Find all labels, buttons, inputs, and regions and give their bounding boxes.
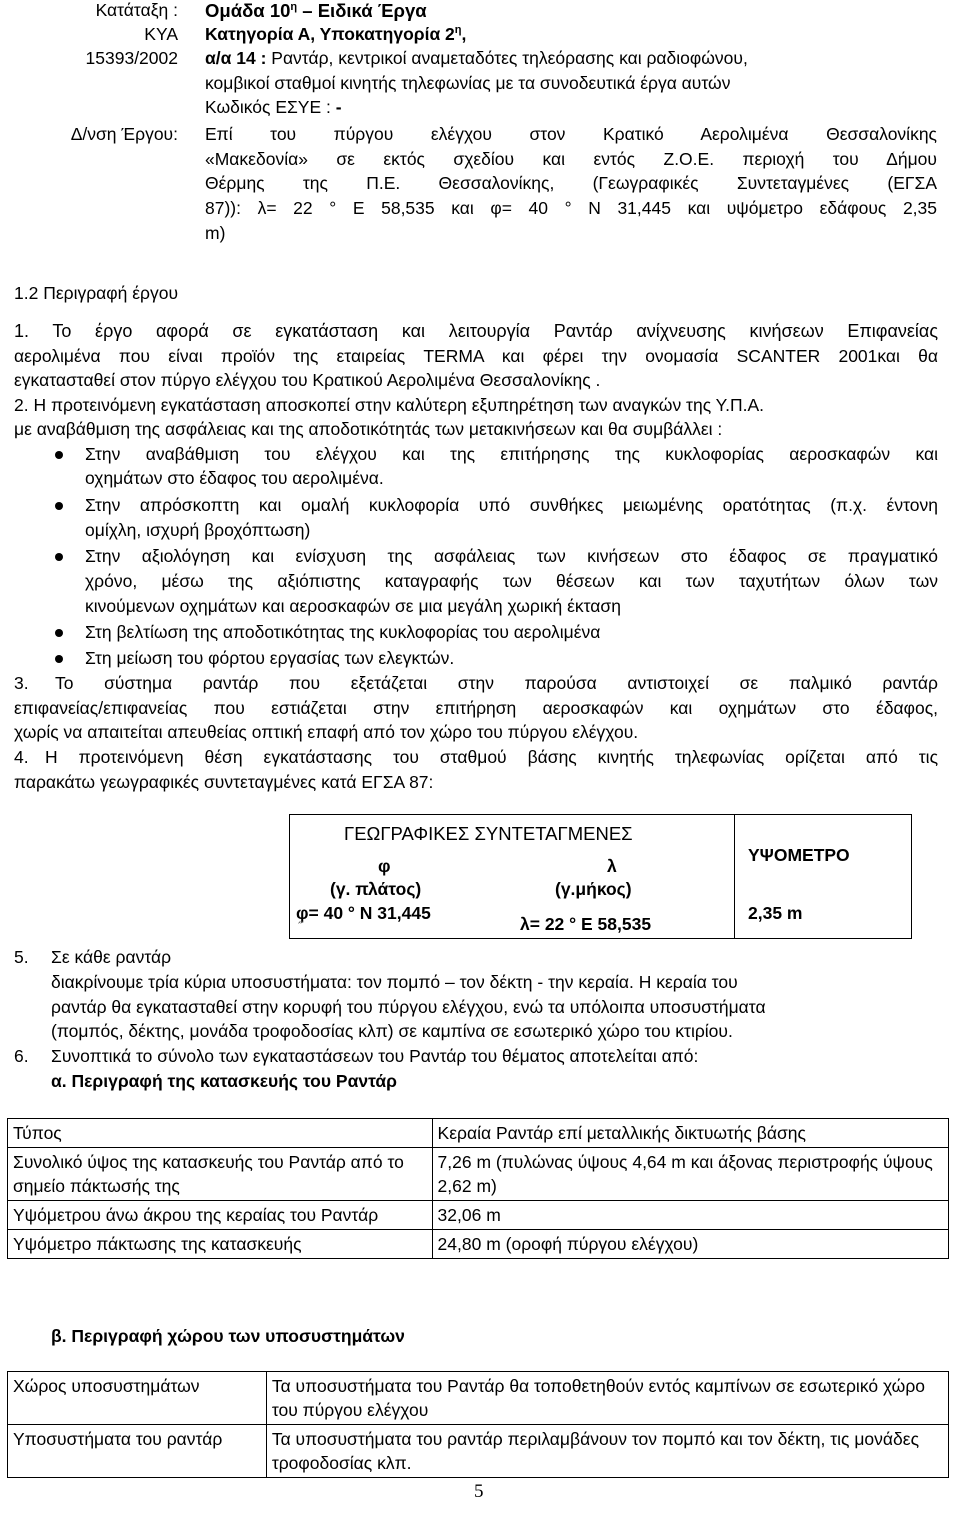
bullet-2-line-2: ομίχλη, ισχυρή βροχόπτωση) [85,520,311,540]
coords-phi-mark: ˝ [298,919,303,934]
table-cell: 7,26 m (πυλώνας ύψους 4,64 m και άξονας περιστροφής ύψους 2,62 m) [432,1148,948,1201]
bullet-5-line-1: Στη μείωση του φόρτου εργασίας των ελεγκτών. [85,648,455,668]
table-cell: Τύπος [8,1119,433,1148]
paragraph-3-line-2: επιφανείας/επιφανείας που εστιάζεται στην επιτήρηση αεροσκαφών και οχημάτων στο έδαφος, [14,698,938,718]
coords-phi-sub: (γ. πλάτος) [330,879,422,899]
paragraph-5-number: 5. [14,947,29,967]
bullet-3 [55,553,63,561]
address-line-5: m) [205,223,226,243]
paragraph-5-line-4: (πομπός, δέκτης, μονάδα τροφοδοσίας κλπ) σε καμπίνα σε εσωτερικό χώρο του κτιρίου. [51,1021,733,1041]
bullet-1-line-2: οχημάτων στο έδαφος του αερολιμένα. [85,468,384,488]
paragraph-2-line-1: 2. Η προτεινόμενη εγκατάσταση αποσκοπεί στην καλύτερη εξυπηρέτηση των αναγκών της Υ.Π.Α. [14,395,765,415]
bullet-4-line-1: Στη βελτίωση της αποδοτικότητας της κυκλοφορίας του αερολιμένα [85,622,601,642]
category-heading: Κατηγορία Α, Υποκατηγορία $2^\eta$, [205,24,467,44]
construction-table [7,1118,949,1259]
table-row [8,1148,949,1201]
paragraph-3-line-1: Το σύστημα ραντάρ που εξετάζεται στην παρούσα αντιστοιχεί σε παλμικό ραντάρ [55,673,938,693]
subsection-b-title: β. Περιγραφή χώρου των υποσυστημάτων [51,1326,405,1346]
address-line-2: «Μακεδονία» σε εκτός σχεδίου και εντός Ζ.Ο.Ε. περιοχή του Δήμου [205,149,937,169]
coords-top-border [289,814,912,815]
table-row [8,1230,949,1259]
coords-right-border [911,814,912,939]
address-line-4: 87)): λ= 22 ° Ε 58,535 και φ= 40 ° Ν 31,445 και υψόμετρο εδάφους 2,35 [205,198,937,218]
coords-lambda-value: λ= 22 ° Ε 58,535 [520,914,652,934]
table-cell: Υψόμετρου άνω άκρου της κεραίας του Ραντάρ [8,1201,433,1230]
bullet-5 [55,655,63,663]
subsection-a-title: α. Περιγραφή της κατασκευής του Ραντάρ [51,1071,397,1091]
bullet-2-line-1: Στην απρόσκοπτη και ομαλή κυκλοφορία υπό συνθήκες μειωμένης ορατότητας (π.χ. έντονη [85,495,938,515]
coords-left-border [289,814,290,939]
paragraph-1-line-1: 1. Το έργο αφορά σε εγκατάσταση και λειτουργία Ραντάρ ανίχνευσης κινήσεων Επιφανείας [14,321,938,341]
coords-altitude-head: ΥΨΟΜΕΤΡΟ [748,845,850,865]
table-cell: 24,80 m (οροφή πύργου ελέγχου) [432,1230,948,1259]
paragraph-3-number: 3. [14,673,29,693]
paragraph-1-line-3: εγκατασταθεί στον πύργο ελέγχου του Κρατικού Αερολιμένα Θεσσαλονίκης . [14,370,601,390]
table-cell: Τα υποσυστήματα του ραντάρ περιλαμβάνουν τον πομπό και τον δέκτη, τις μονάδες τροφοδοσίας κλπ. [266,1425,948,1478]
table-cell: Συνολικό ύψος της κατασκευής του Ραντάρ από το σημείο πάκτωσής της [8,1148,433,1201]
paragraph-3-line-3: χωρίς να απαιτείται απευθείας οπτική επαφή από τον χώρο του πύργου ελέγχου. [14,722,639,742]
label-kya: ΚΥΑ [144,24,178,44]
paragraph-4-line-1: Η προτεινόμενη θέση εγκατάστασης του σταθμού βάσης κινητής τηλεφωνίας ορίζεται από τις [45,747,938,767]
coords-altitude-value: 2,35 m [748,903,803,923]
table-cell: Υψόμετρο πάκτωσης της κατασκευής [8,1230,433,1259]
address-line-3: Θέρμης της Π.Ε. Θεσσαλονίκης, (Γεωγραφικές Συντεταγμένες (ΕΓΣΑ [205,173,937,193]
aa-line: α/α 14 : Ραντάρ, κεντρικοί αναμεταδότες τηλεόρασης και ραδιοφώνου, [205,48,748,68]
table-cell: Κεραία Ραντάρ επί μεταλλικής δικτυωτής βάσης [432,1119,948,1148]
bullet-3-line-1: Στην αξιολόγηση και ενίσχυση της ασφάλειας των κινήσεων στο έδαφος σε πραγματικό [85,546,938,566]
paragraph-5-line-1: Σε κάθε ραντάρ [51,947,172,967]
bullet-1-line-1: Στην αναβάθμιση του ελέγχου και της επιτήρησης της κυκλοφορίας αεροσκαφών και [85,444,938,464]
table-row [8,1372,949,1425]
bullet-3-line-3: κινούμενων οχημάτων και αεροσκαφών σε μια μεγάλη χωρική έκταση [85,596,621,616]
table-cell: 32,06 m [432,1201,948,1230]
label-project-directorate: Δ/νση Έργου: [70,124,178,144]
label-katataxi: Κατάταξη : [95,0,178,20]
paragraph-4-line-2: παρακάτω γεωγραφικές συντεταγμένες κατά ΕΓΣΑ 87: [14,772,434,792]
bullet-4 [55,629,63,637]
bullet-2 [55,502,63,510]
table-row [8,1201,949,1230]
table-cell: Υποσυστήματα του ραντάρ [8,1425,267,1478]
coords-heading: ΓΕΩΓΡΑΦΙΚΕΣ ΣΥΝΤΕΤΑΓΜΕΝΕΣ [344,823,633,844]
table-cell: Χώρος υποσυστημάτων [8,1372,267,1425]
paragraph-6-number: 6. [14,1046,29,1066]
coords-phi-head: φ [378,856,391,876]
code-line: Κωδικός ΕΣΥΕ : - [205,97,342,117]
table-cell: Τα υποσυστήματα του Ραντάρ θα τοποθετηθούν εντός καμπίνων σε εσωτερικό χώρο του πύργου ελέγχου [266,1372,948,1425]
table-row [8,1425,949,1478]
coords-phi-value: φ= 40 ° Ν 31,445 [296,903,431,923]
page-number: 5 [474,1481,484,1502]
address-line-1: Επί του πύργου ελέγχου στον Κρατικό Αερολιμένα Θεσσαλονίκης [205,124,937,144]
coords-lambda-head: λ [607,856,617,876]
coords-altitude-divider [734,814,735,939]
section-title: 1.2 Περιγραφή έργου [14,283,179,303]
aa-line-2: κομβικοί σταθμοί κινητής τηλεφωνίας με τα συνοδευτικά έργα αυτών [205,73,731,93]
bullet-1 [55,451,63,459]
paragraph-6-line-1: Συνοπτικά το σύνολο των εγκαταστάσεων του Ραντάρ του θέματος αποτελείται από: [51,1046,699,1066]
subsystems-table [7,1371,949,1478]
group-heading: Ομάδα $10^\eta$ – Ειδικά Έργα [205,0,427,21]
coords-bottom-border [289,938,912,939]
paragraph-2-line-2: με αναβάθμιση της ασφάλειας και της αποδοτικότητάς των μετακινήσεων και θα συμβάλλει : [14,419,723,439]
paragraph-5-line-2: διακρίνουμε τρία κύρια υποσυστήματα: τον πομπό – τον δέκτη - την κεραία. Η κεραία του [51,972,738,992]
bullet-3-line-2: χρόνο, μέσω της αξιόπιστης καταγραφής των θέσεων και των ταχυτήτων όλων των [85,571,938,591]
coords-lambda-sub: (γ.μήκος) [555,879,632,899]
paragraph-4-number: 4. [14,747,29,767]
paragraph-1-line-2: αερολιμένα που είναι προϊόν της εταιρείας TERMA και φέρει την ονομασία SCANTER 2001και θα [14,346,938,366]
table-row [8,1119,949,1148]
paragraph-5-line-3: ραντάρ θα εγκατασταθεί στην κορυφή του πύργου ελέγχου, ενώ τα υπόλοιπα υποσυστήματα [51,997,766,1017]
label-kya-number: 15393/2002 [85,48,178,68]
